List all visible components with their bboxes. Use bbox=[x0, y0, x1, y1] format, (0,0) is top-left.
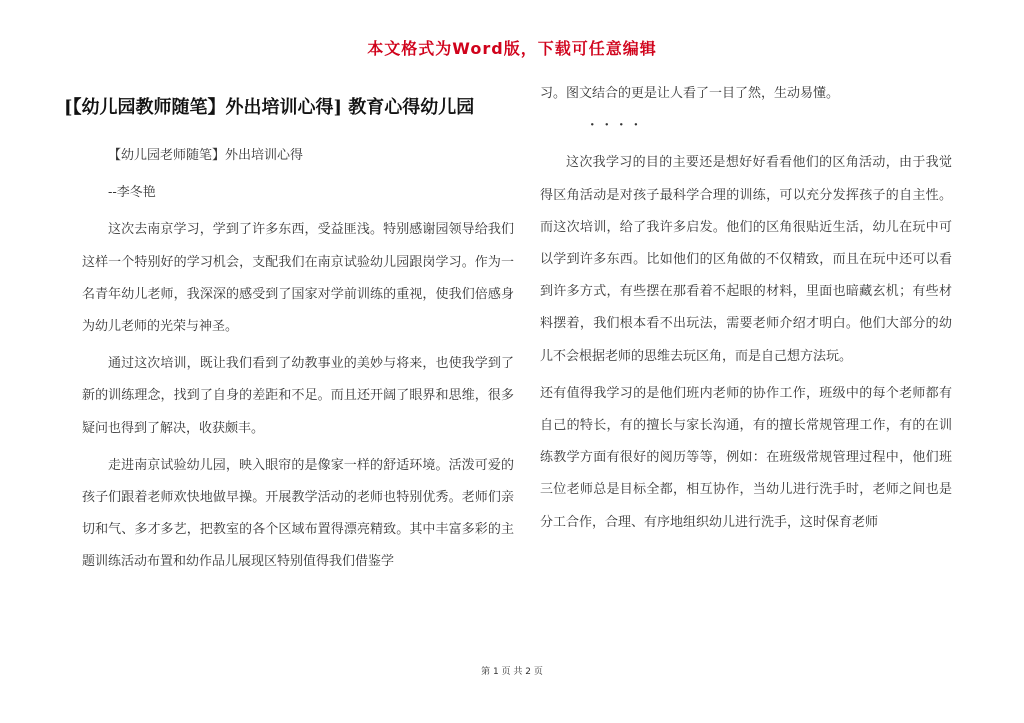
ellipsis-dots: ···· bbox=[590, 118, 649, 134]
author-line: --李冬艳 bbox=[108, 185, 156, 201]
paragraph-3-continued: 习。图文结合的更是让人看了一目了然，生动易懂。 bbox=[540, 86, 840, 101]
paragraph-4: 这次我学习的目的主要还是想好好看看他们的区角活动，由于我觉得区角活动是对孩子最科学合理的训练，可以充分发挥孩子的自主性。而这次培训，给了我许多启发。他们的区角很贴近生活，幼儿在玩中可以学到许多东西。比如他们的区角做的不仅精致，而且在玩中还可以看到许多方式，有些摆在那看着不起眼的材料，里面也暗藏玄机；有些材料摆着，我们根本看不出玩法，需要老师介绍才明白。他们大部分的幼儿不会根据老师的思维去玩区角，而是自己想方法玩。 bbox=[540, 155, 952, 364]
left-column bbox=[82, 140, 514, 579]
subtitle: 【幼儿园老师随笔】外出培训心得 bbox=[108, 148, 304, 163]
right-column bbox=[540, 78, 952, 539]
paragraph-5: 还有值得我学习的是他们班内老师的协作工作，班级中的每个老师都有自己的特长，有的擅长与家长沟通，有的擅长常规管理工作，有的在训练教学方面有很好的阅历等等，例如：在班级常规管理过程中，他们班三位老师总是目标全都，相互协作，当幼儿进行洗手时，老师之间也是分工合作，合理、有序地组织幼儿进行洗手，这时保育老师 bbox=[540, 385, 952, 530]
word-format-banner: 本文格式为Word版，下载可任意编辑 bbox=[367, 39, 657, 58]
page-number-footer: 第 1 页 共 2 页 bbox=[481, 667, 543, 677]
document-title: [【幼儿园教师随笔】外出培训心得] 教育心得幼儿园 bbox=[64, 97, 475, 118]
paragraph-3: 走进南京试验幼儿园，映入眼帘的是像家一样的舒适环境。活泼可爱的孩子们跟着老师欢快地做早操。开展教学活动的老师也特别优秀。老师们亲切和气、多才多艺，把教室的各个区域布置得漂亮精致。其中丰富多彩的主题训练活动布置和幼作品儿展现区特别值得我们借鉴学 bbox=[82, 457, 514, 570]
paragraph-2: 通过这次培训，既让我们看到了幼教事业的美妙与将来，也使我学到了新的训练理念，找到了自身的差距和不足。而且还开阔了眼界和思维，很多疑问也得到了解决，收获颇丰。 bbox=[82, 356, 514, 436]
paragraph-1: 这次去南京学习，学到了许多东西，受益匪浅。特别感谢园领导给我们这样一个特别好的学习机会，支配我们在南京试验幼儿园跟岗学习。作为一名青年幼儿老师，我深深的感受到了国家对学前训练的重视，使我们倍感身为幼儿老师的光荣与神圣。 bbox=[82, 222, 514, 335]
